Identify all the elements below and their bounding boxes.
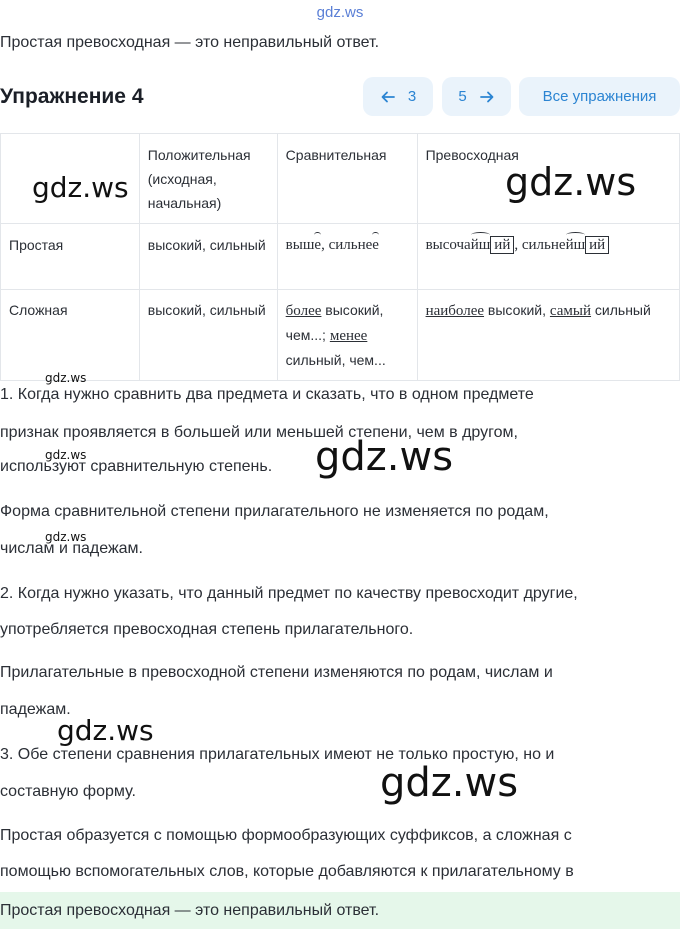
watermark: gdz.ws xyxy=(32,171,129,204)
table-cell: выше, сильнее xyxy=(277,224,417,290)
answer-text: Простая превосходная — это неправильный ответ. xyxy=(0,902,380,919)
suffix-mark: е xyxy=(372,233,379,257)
row-label: Сложная xyxy=(1,290,140,381)
row-label: Простая xyxy=(1,224,140,290)
next-exercise-button[interactable] xyxy=(442,77,511,116)
table-row xyxy=(1,290,680,381)
prev-exercise-label: 3 xyxy=(407,88,417,105)
arrow-right-icon xyxy=(479,89,495,105)
watermark: gdz.ws xyxy=(315,434,454,480)
table-cell: наиболее высокий, самый сильный xyxy=(417,290,679,381)
answer-highlight-bar xyxy=(0,892,680,929)
watermark: gdz.ws xyxy=(57,714,154,747)
paragraph-line: Простая образуется с помощью формообразующих суффиксов, а сложная с xyxy=(0,827,572,844)
paragraph-line: Форма сравнительной степени прилагательного не изменяется по родам, xyxy=(0,503,549,520)
suffix-mark: йш xyxy=(471,233,491,257)
underlined-word: самый xyxy=(549,303,592,319)
table-header-cell: Превосходная xyxy=(417,134,679,224)
paragraph-line: используют сравнительную степень. xyxy=(0,458,273,475)
ending-box: ий xyxy=(585,236,609,254)
watermark: gdz.ws xyxy=(380,760,519,806)
watermark: gdz.ws xyxy=(505,160,637,204)
table-cell: высокий, сильный xyxy=(139,290,277,381)
paragraph-line: употребляется превосходная степень прилагательного. xyxy=(0,621,414,638)
all-exercises-button[interactable] xyxy=(519,77,680,116)
table-row xyxy=(1,224,680,290)
ending-box: ий xyxy=(490,236,514,254)
watermark: gdz.ws xyxy=(45,371,87,385)
intro-text: Простая превосходная — это неправильный ответ. xyxy=(0,34,380,51)
suffix-mark: йш xyxy=(566,233,586,257)
underlined-word: более xyxy=(285,303,322,319)
table-header-cell: Положительная (исходная, начальная) xyxy=(139,134,277,224)
site-logo-link[interactable]: gdz.ws xyxy=(316,4,364,21)
paragraph-line: помощью вспомогательных слов, которые добавляются к прилагательному в xyxy=(0,863,574,880)
paragraph-line: числам и падежам. xyxy=(0,540,143,557)
table-cell: высокий, сильный xyxy=(139,224,277,290)
table-cell: высочайш ий , сильнейш ий xyxy=(417,224,679,290)
paragraph-line: признак проявляется в большей или меньшей степени, чем в другом, xyxy=(0,424,518,441)
paragraph-line: 1. Когда нужно сравнить два предмета и сказать, что в одном предмете xyxy=(0,386,534,403)
underlined-word: наиболее xyxy=(425,303,485,319)
paragraph-line: падежам. xyxy=(0,701,71,718)
paragraph-line: 3. Обе степени сравнения прилагательных имеют не только простую, но и xyxy=(0,746,555,763)
table-header-cell: Сравнительная xyxy=(277,134,417,224)
suffix-mark: е xyxy=(314,233,321,257)
arrow-left-icon xyxy=(380,89,396,105)
watermark: gdz.ws xyxy=(45,448,87,462)
table-cell: более высокий, чем...; менее сильный, чем... xyxy=(277,290,417,381)
paragraph-line: 2. Когда нужно указать, что данный предмет по качеству превосходит другие, xyxy=(0,585,578,602)
next-exercise-label: 5 xyxy=(458,88,467,105)
watermark: gdz.ws xyxy=(45,530,87,544)
all-exercises-label: Все упражнения xyxy=(542,88,657,105)
prev-exercise-button[interactable] xyxy=(363,77,433,116)
underlined-word: менее xyxy=(329,328,368,344)
paragraph-line: Прилагательные в превосходной степени изменяются по родам, числам и xyxy=(0,664,553,681)
exercise-title: Упражнение 4 xyxy=(0,85,144,108)
paragraph-line: составную форму. xyxy=(0,783,136,800)
